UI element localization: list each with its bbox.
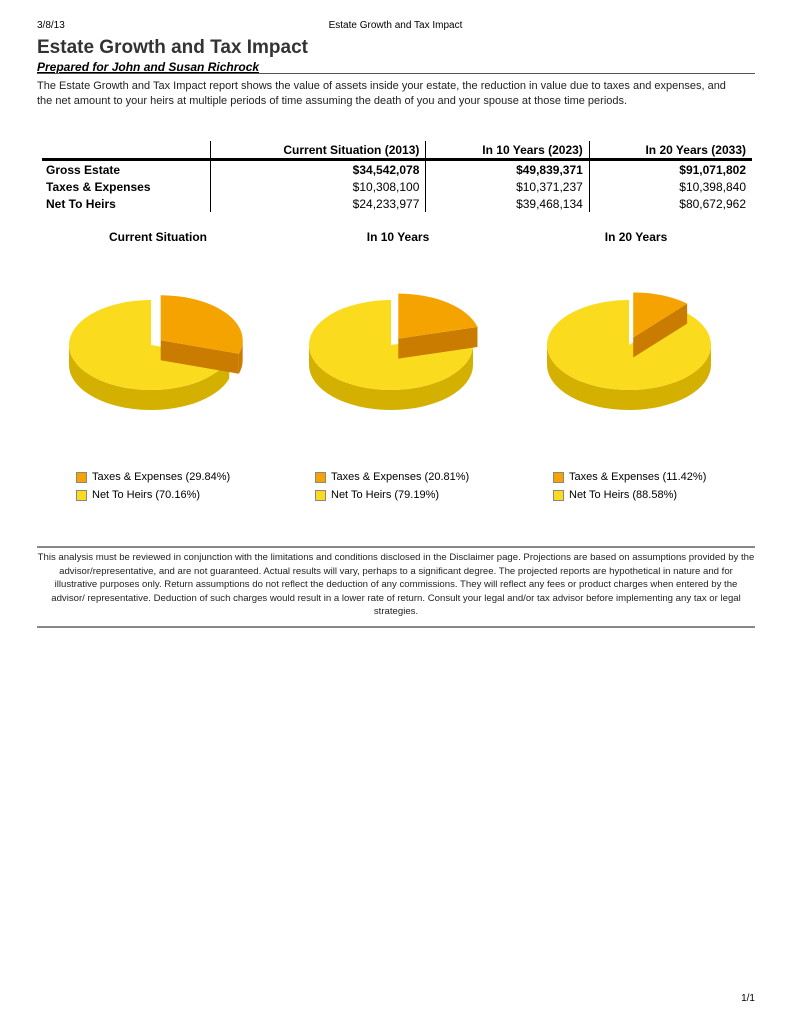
pie-chart-20-years xyxy=(526,230,746,450)
pie-chart-current xyxy=(48,230,268,450)
legend-item xyxy=(315,468,469,486)
legend-20-years xyxy=(553,468,706,504)
legend-item xyxy=(315,486,469,504)
report-title: Estate Growth and Tax Impact xyxy=(37,37,308,58)
report-intro: The Estate Growth and Tax Impact report shows the value of assets inside your estate, the reduction in value due to taxes and expenses, and the net amount to your heirs at multiple periods of time assuming the death of you and your spouse at those time periods. xyxy=(37,80,726,107)
table-cell: $24,233,977 xyxy=(211,195,426,212)
legend-label: Net To Heirs (79.19%) xyxy=(331,489,440,501)
column-header: Current Situation (2013) xyxy=(211,141,426,160)
legend-swatch-taxes xyxy=(315,472,326,483)
disclaimer-top-divider xyxy=(37,546,755,548)
legend-swatch-heirs xyxy=(553,490,564,501)
legend-item xyxy=(76,468,230,486)
print-date: 3/8/13 xyxy=(37,20,65,31)
table-row xyxy=(42,195,752,212)
legend-swatch-taxes xyxy=(76,472,87,483)
pie-chart-svg xyxy=(288,250,508,450)
legend-10-years xyxy=(315,468,469,504)
legend-label: Taxes & Expenses (11.42%) xyxy=(569,471,707,483)
legend-swatch-heirs xyxy=(76,490,87,501)
legend-item xyxy=(553,468,706,486)
pie-chart-svg xyxy=(526,250,746,450)
disclaimer-text: This analysis must be reviewed in conjunction with the limitations and conditions disclosed in the Disclaimer page. Projections are based on assumptions provided by the advisor/representative, and are not guaranteed. Actual results will vary, perhaps to a significant degree. The projected reports are hypothetical in nature and for illustrative purposes only. Return assumptions do not reflect the deduction of any commissions. They will reflect any fees or product charges when entered by the advisor/ representative. Deduction of such charges would result in a lower rate of return. Consult your legal and/or tax advisor before implementing any tax or legal strategies. xyxy=(37,552,755,617)
chart-title: In 10 Years xyxy=(366,230,430,244)
chart-title: In 20 Years xyxy=(604,230,668,244)
table-row xyxy=(42,160,752,179)
chart-title: Current Situation xyxy=(109,230,207,244)
legend-swatch-heirs xyxy=(315,490,326,501)
row-label: Taxes & Expenses xyxy=(42,178,211,195)
legend-current xyxy=(76,468,230,504)
legend-label: Taxes & Expenses (20.81%) xyxy=(331,471,470,483)
table-header-empty xyxy=(42,141,211,160)
table-cell: $39,468,134 xyxy=(426,195,589,212)
title-divider xyxy=(37,73,755,74)
column-header: In 20 Years (2033) xyxy=(589,141,752,160)
pie-chart-svg xyxy=(48,250,268,450)
print-title: Estate Growth and Tax Impact xyxy=(328,20,463,31)
table-cell: $91,071,802 xyxy=(679,162,746,177)
table-cell: $10,398,840 xyxy=(679,179,746,194)
legend-label: Taxes & Expenses (29.84%) xyxy=(92,471,231,483)
table-cell: $10,308,100 xyxy=(211,178,426,195)
table-cell: $34,542,078 xyxy=(211,160,426,179)
legend-label: Net To Heirs (88.58%) xyxy=(569,489,678,501)
legend-item xyxy=(76,486,230,504)
legend-label: Net To Heirs (70.16%) xyxy=(92,489,201,501)
row-label: Gross Estate xyxy=(42,160,211,179)
page-number: 1/1 xyxy=(741,993,755,1004)
table-cell: $49,839,371 xyxy=(426,160,589,179)
disclaimer-bottom-divider xyxy=(37,626,755,628)
legend-item xyxy=(553,486,706,504)
report-subtitle: Prepared for John and Susan Richrock xyxy=(37,60,260,74)
legend-swatch-taxes xyxy=(553,472,564,483)
table-header-row xyxy=(42,141,752,160)
pie-chart-10-years xyxy=(288,230,508,450)
column-header: In 10 Years (2023) xyxy=(426,141,589,160)
table-row xyxy=(42,178,752,195)
estate-summary-table xyxy=(42,141,752,212)
table-cell: $80,672,962 xyxy=(679,196,746,211)
row-label: Net To Heirs xyxy=(42,195,211,212)
table-cell: $10,371,237 xyxy=(426,178,589,195)
